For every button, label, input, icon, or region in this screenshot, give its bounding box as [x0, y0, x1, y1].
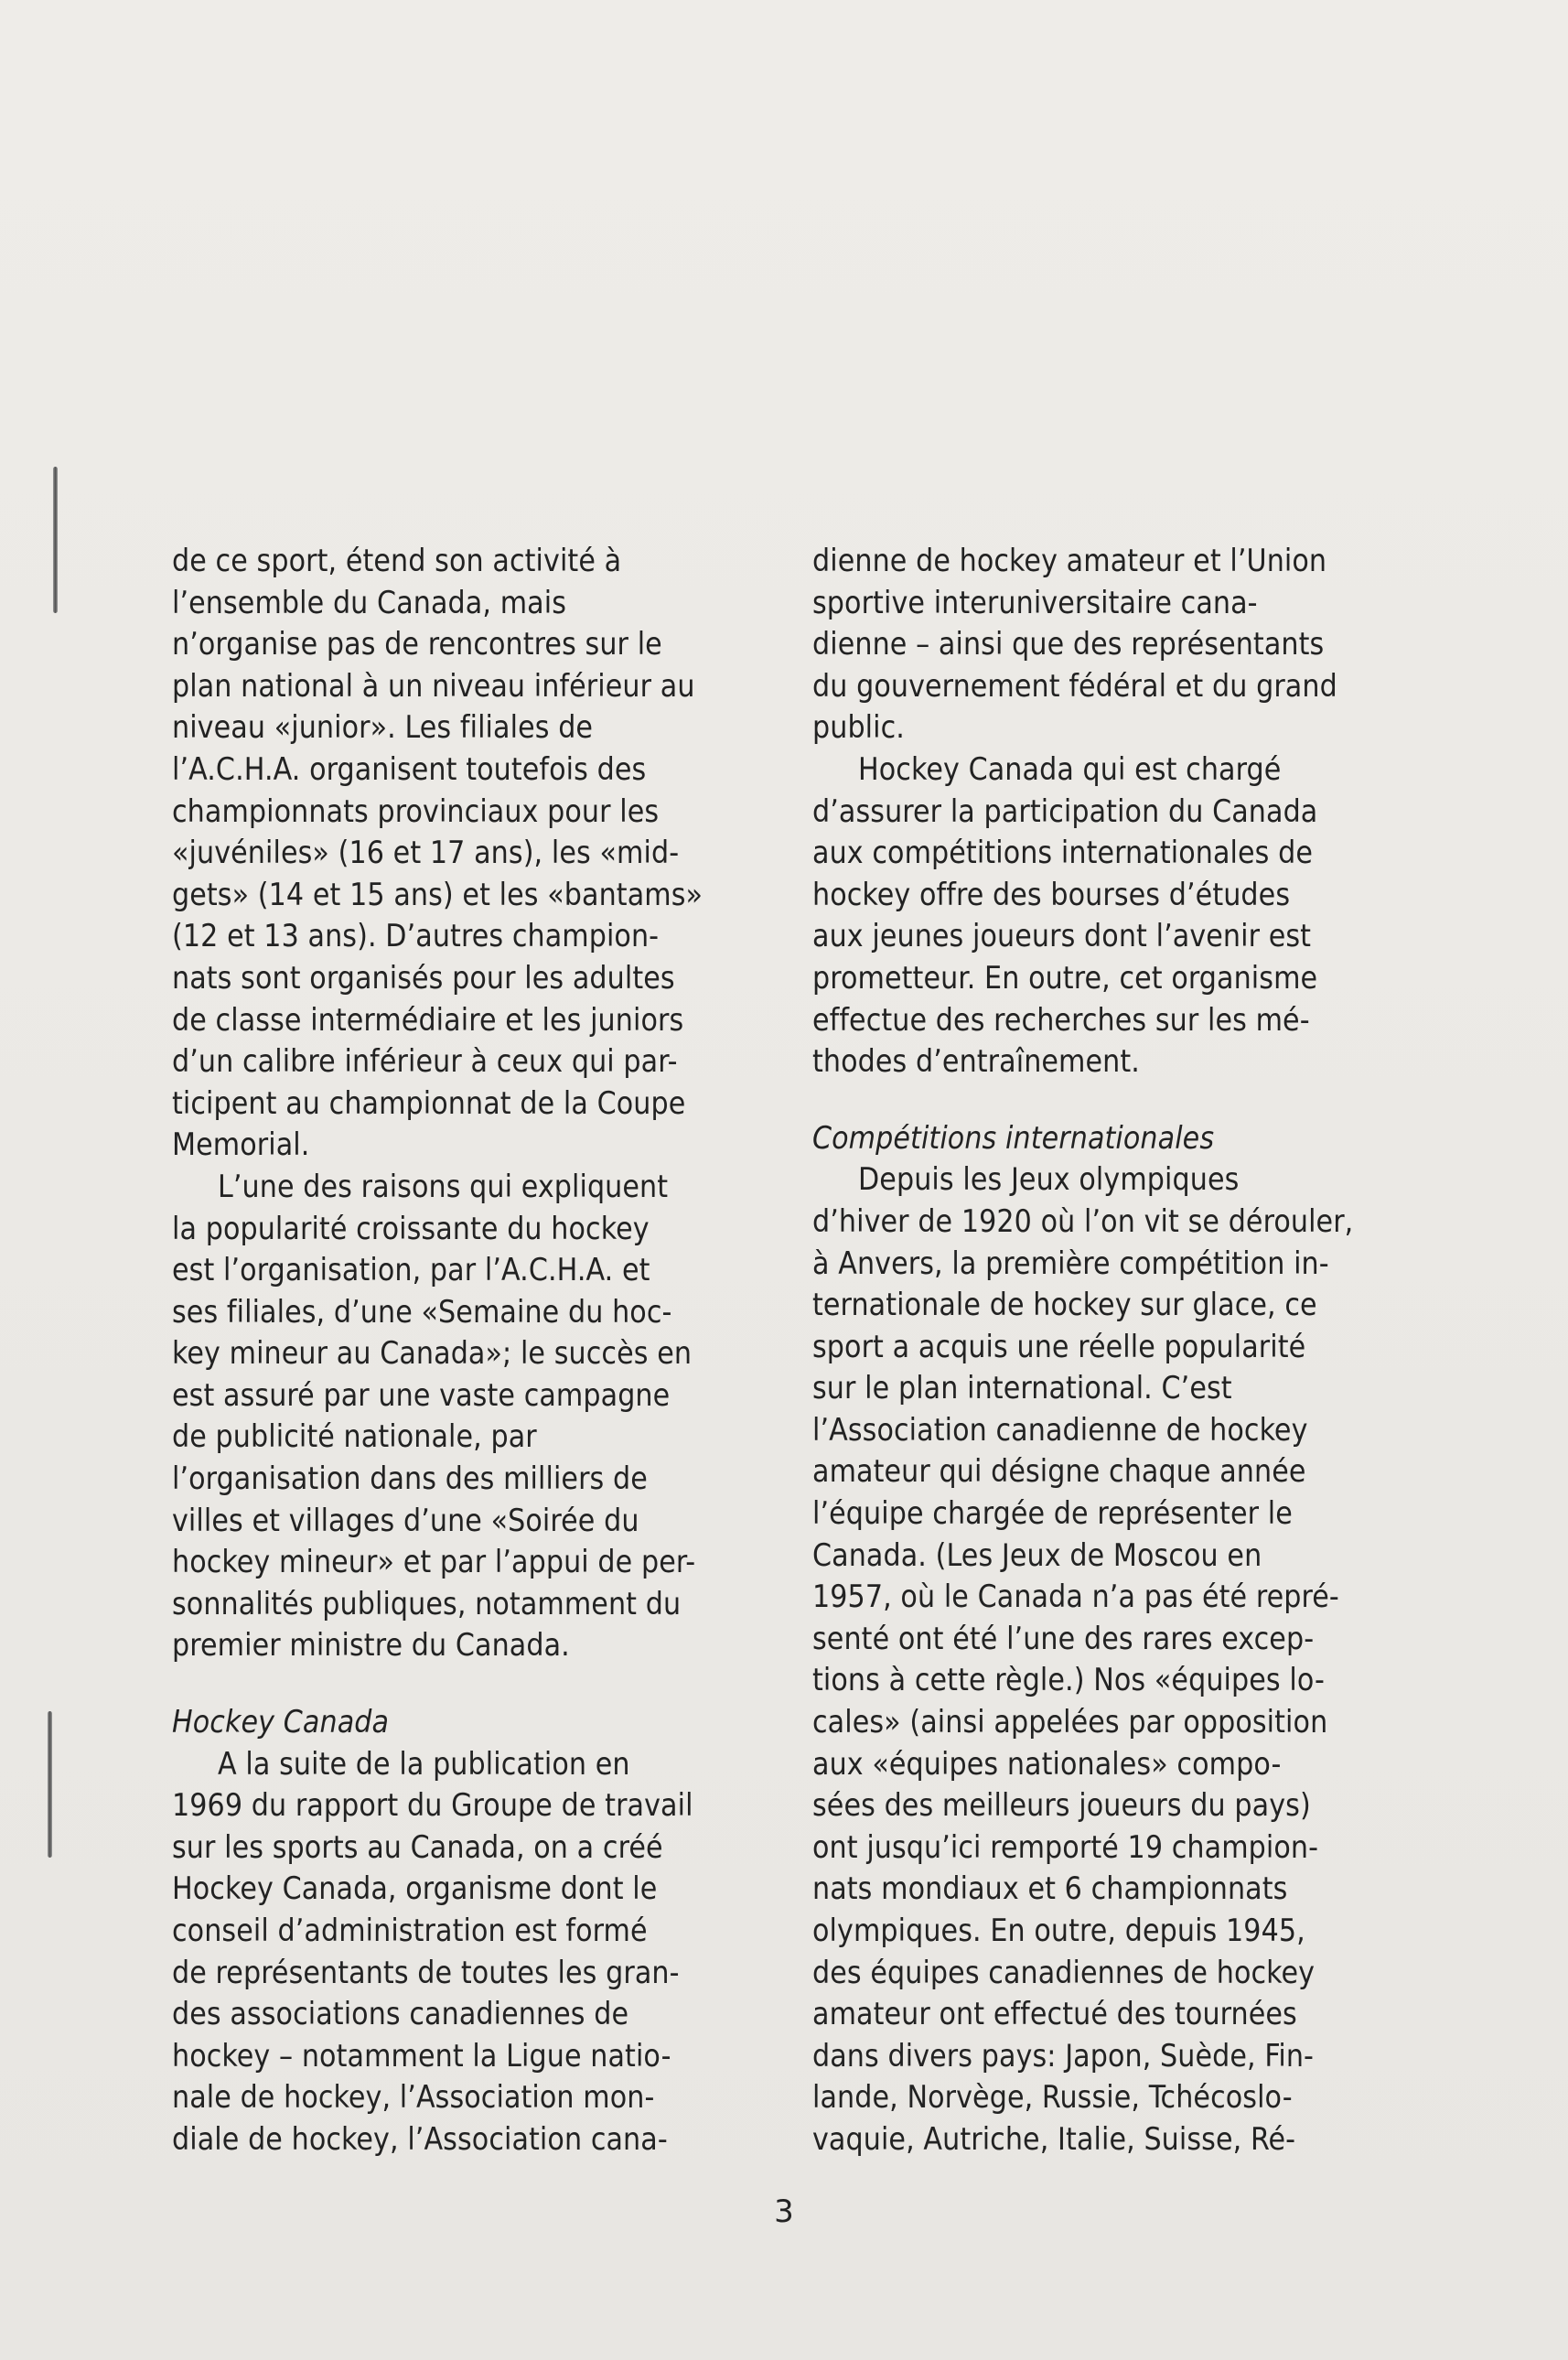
page-number: 3: [774, 2193, 794, 2230]
staple-top: [53, 467, 58, 613]
right-paragraph-2: Hockey Canada qui est chargé d’assurer la participation du Canada aux compétitions internationales de hockey offre des bourses d’études aux jeunes joueurs dont l’avenir est prometteur. En outre, cet organisme effectue des recherches sur les mé- thodes d’entraînement.: [812, 750, 1318, 1080]
right-column: [812, 540, 1444, 2161]
staple-bottom: [48, 1711, 52, 1858]
left-paragraph-1: de ce sport, étend son activité à l’ensemble du Canada, mais n’organise pas de rencontres sur le plan national à un niveau inférieur au niveau «junior». Les filiales de l’A.C.H.A. organisent toutefois des championnats provinciaux pour les «juvéniles» (16 et 17 ans), les «mid- gets» (14 et 15 ans) et les «bantams» (12 et 13 ans). D’autres champion- nats sont organisés pour les adultes de classe intermédiaire et les juniors d’un calibre inférieur à ceux qui par- ticipent au championnat de la Coupe Memorial.: [172, 543, 703, 1163]
left-paragraph-3: A la suite de la publication en 1969 du rapport du Groupe de travail sur les sports au Canada, on a créé Hockey Canada, organisme dont le conseil d’administration est formé de représentants de toutes les gran- des associations canadiennes de hockey – notamment la Ligue natio- nale de hockey, l’Association mon- diale de hockey, l’Association cana-: [172, 1745, 693, 2157]
right-paragraph-1: dienne de hockey amateur et l’Union sportive interuniversitaire cana- dienne – ainsi que des représentants du gouvernement fédéral et du grand public.: [812, 543, 1337, 746]
left-paragraph-2: L’une des raisons qui expliquent la popularité croissante du hockey est l’organisation, par l’A.C.H.A. et ses filiales, d’une «Semaine du hoc- key mineur au Canada»; le succès en est assuré par une vaste campagne de publicité nationale, par l’organisation dans des milliers de villes et villages d’une «Soirée du hockey mineur» et par l’appui de per- sonnalités publiques, notamment du premier ministre du Canada.: [172, 1168, 696, 1664]
section-heading-hockey-canada: Hockey Canada: [172, 1704, 390, 1740]
right-paragraph-3: Depuis les Jeux olympiques d’hiver de 1920 où l’on vit se dérouler, à Anvers, la première compétition in- ternationale de hockey sur glace, ce sport a acquis une réelle popularité sur le plan international. C’est l’Association canadienne de hockey amateur qui désigne chaque année l’équipe chargée de représenter le Canada. (Les Jeux de Moscou en 1957, où le Canada n’a pas été repré- senté ont été l’une des rares excep- tions à cette règle.) Nos «équipes lo- cales» (ainsi appelées par opposition aux «équipes nationales» compo- sées des meilleurs joueurs du pays) ont jusqu’ici remporté 19 champion- nats mondiaux et 6 championnats olympiques. En outre, depuis 1945, des équipes canadiennes de hockey amateur ont effectué des tournées dans divers pays: Japon, Suède, Fin- lande, Norvège, Russie, Tchécoslo- vaquie, Autriche, Italie, Suisse, Ré-: [812, 1161, 1354, 2157]
left-column: [172, 540, 767, 2161]
section-heading-competitions: Compétitions internationales: [812, 1119, 1215, 1156]
